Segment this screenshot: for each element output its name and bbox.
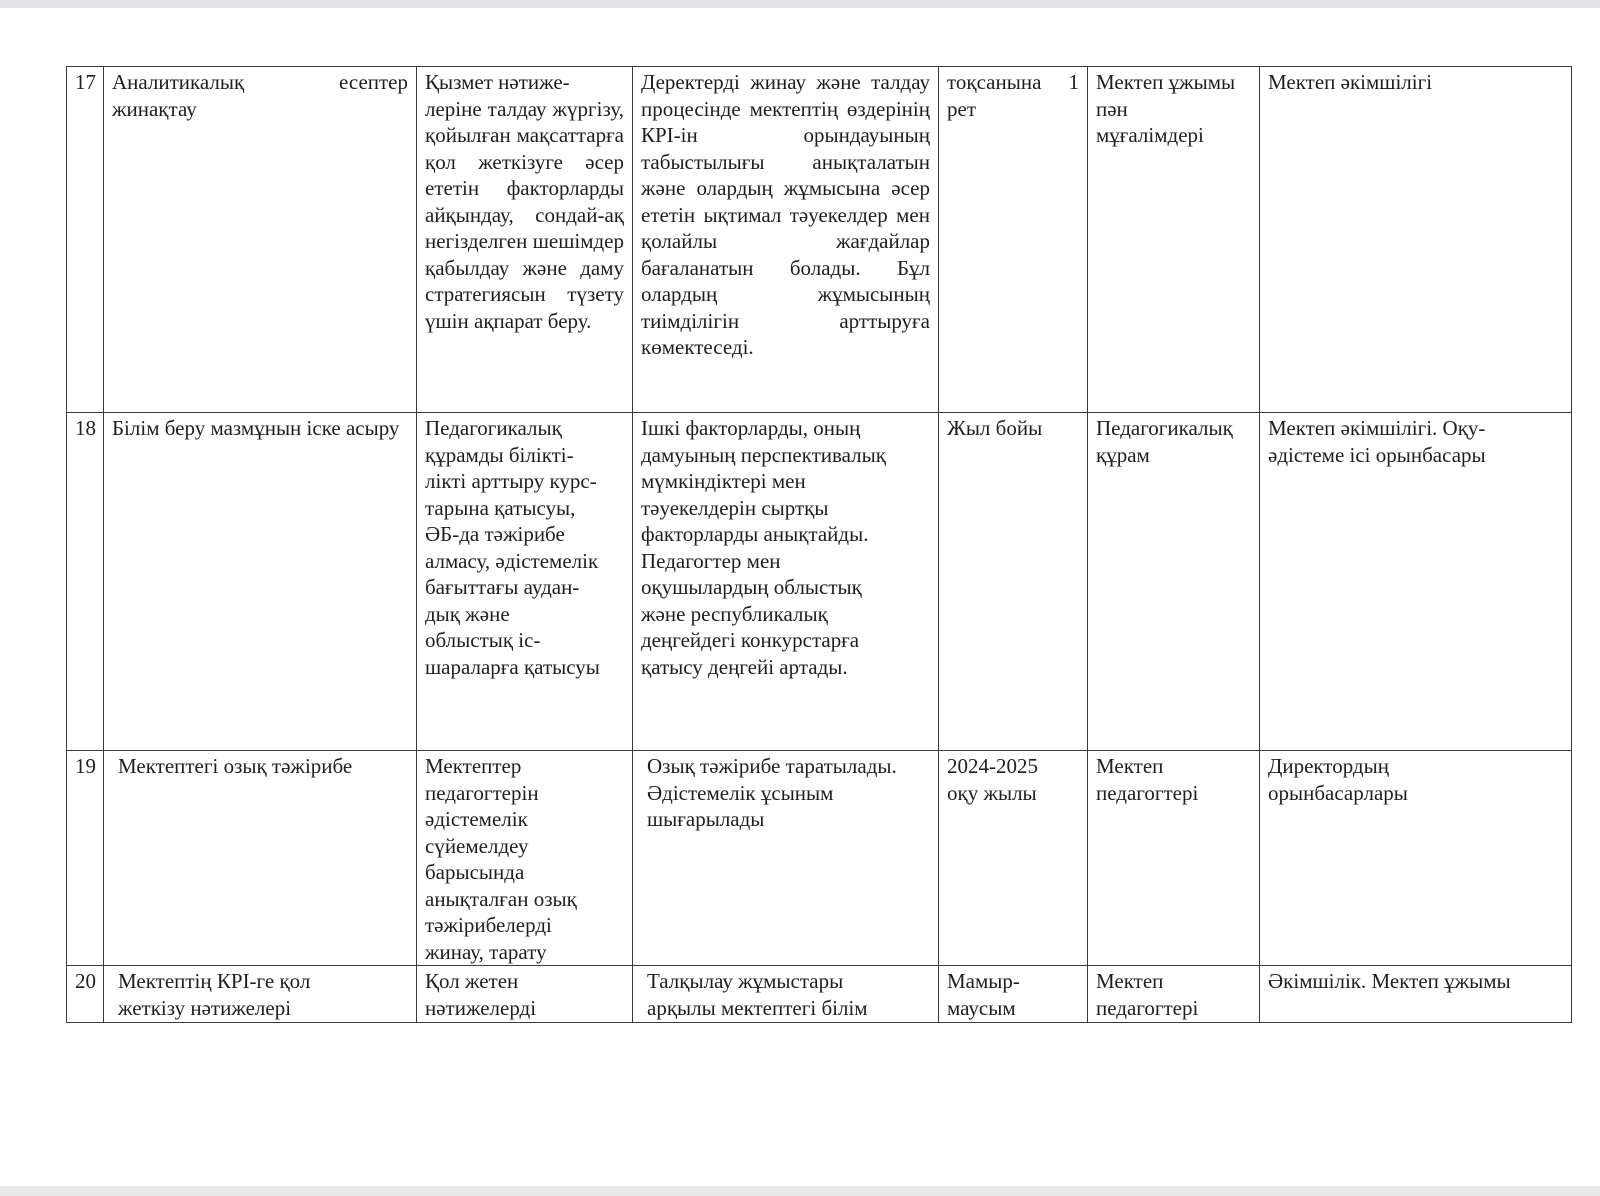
activity-cell: Мектептің КРІ-ге қол жеткізу нәтижелері — [104, 966, 417, 1023]
result-cell: Деректерді жинау және талдау процесінде мектептің өздерінің КРІ-ін орындауының табыстылығы анықталатын және олардың жұмысына әсер ететін ықтимал тәуекелдер мен қолайлы жағдайлар бағаланатын болады. Бұл олардың жұмысының тиімділігін арттыруға көмектеседі. — [633, 67, 939, 413]
term-cell: Мамыр- маусым — [939, 966, 1088, 1023]
responsible-cell: Педагогикалық құрам — [1088, 413, 1260, 751]
content-cell: Қол жетен нәтижелерді — [417, 966, 633, 1023]
table-row — [67, 966, 1572, 1023]
responsible-cell: Мектеп педагогтері — [1088, 966, 1260, 1023]
control-cell: Директордың орынбасарлары — [1260, 751, 1572, 966]
plan-table — [66, 66, 1572, 1023]
bottom-edge — [0, 1186, 1600, 1196]
term-cell: 2024-2025 оқу жылы — [939, 751, 1088, 966]
term-cell: Жыл бойы — [939, 413, 1088, 751]
document-page — [0, 8, 1600, 1186]
content-cell: Мектептер педагогтерін әдістемелік сүйемелдеу барысында анықталған озық тәжірибелерді жинау, тарату — [417, 751, 633, 966]
control-cell: Мектеп әкімшілігі — [1260, 67, 1572, 413]
row-number: 17 — [67, 67, 104, 413]
activity-cell: Мектептегі озық тәжірибе — [104, 751, 417, 966]
table-row — [67, 413, 1572, 751]
activity-cell: Аналитикалық есептер жинақтау — [104, 67, 417, 413]
content-cell: Педагогикалық құрамды білікті- лікті арттыру курс- тарына қатысуы, ӘБ-да тәжірибе алмасу, әдістемелік бағыттағы аудан- дық және облыстық іс- шараларға қатысуы — [417, 413, 633, 751]
result-cell: Ішкі факторларды, оның дамуының перспективалық мүмкіндіктері мен тәуекелдерін сыртқы факторларды анықтайды. Педагогтер мен оқушылардың облыстық және республикалық деңгейдегі конкурстарға қатысу деңгейі артады. — [633, 413, 939, 751]
result-cell: Талқылау жұмыстары арқылы мектептегі білім — [633, 966, 939, 1023]
activity-cell: Білім беру мазмұнын іске асыру — [104, 413, 417, 751]
row-number: 20 — [67, 966, 104, 1023]
row-number: 18 — [67, 413, 104, 751]
result-cell: Озық тәжірибе таратылады. Әдістемелік ұсыным шығарылады — [633, 751, 939, 966]
top-edge — [0, 0, 1600, 8]
content-cell: Қызмет нәтиже- леріне талдау жүргізу, қойылған мақсаттарға қол жеткізуге әсер ететін факторларды айқындау, сондай-ақ негізделген шешімдер қабылдау және даму стратегиясын түзету үшін ақпарат беру. — [417, 67, 633, 413]
responsible-cell: Мектеп педагогтері — [1088, 751, 1260, 966]
table-row — [67, 67, 1572, 413]
row-number: 19 — [67, 751, 104, 966]
responsible-cell: Мектеп ұжымы пән мұғалімдері — [1088, 67, 1260, 413]
control-cell: Әкімшілік. Мектеп ұжымы — [1260, 966, 1572, 1023]
control-cell: Мектеп әкімшілігі. Оқу- әдістеме ісі орынбасары — [1260, 413, 1572, 751]
table-row — [67, 751, 1572, 966]
term-cell: тоқсанына 1 рет — [939, 67, 1088, 413]
